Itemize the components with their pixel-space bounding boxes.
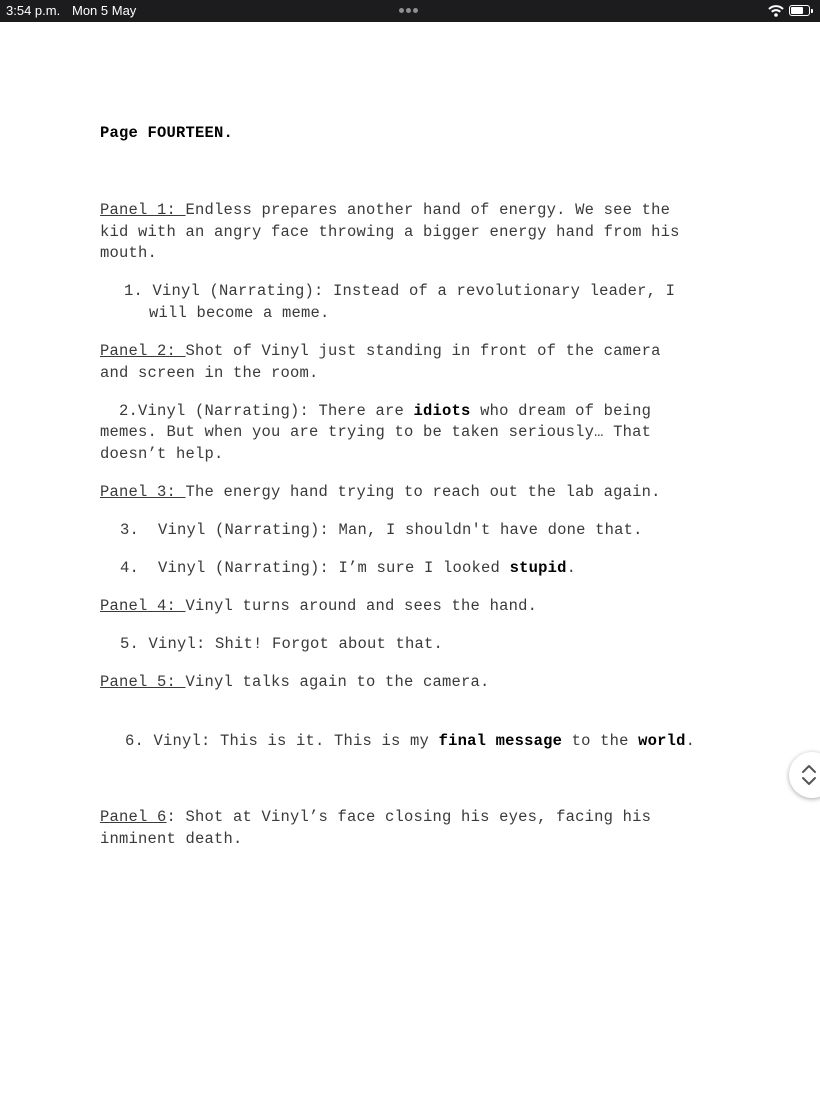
panel-1-line-1: Panel 1: Endless prepares another hand of energy. We see the: [100, 201, 671, 219]
panel-5-label: Panel 5:: [100, 673, 186, 691]
panel-6-label: Panel 6: [100, 808, 167, 826]
dialogue-2-line-2: memes. But when you are trying to be taken seriously… That: [100, 423, 652, 441]
emphasis-stupid: stupid: [509, 559, 567, 577]
panel-3-line-1: Panel 3: The energy hand trying to reach out the lab again.: [100, 483, 661, 501]
emphasis-final-message: final message: [438, 732, 563, 750]
status-time: 3:54 p.m.: [6, 3, 61, 18]
panel-1-line-2: kid with an angry face throwing a bigger energy hand from his: [100, 223, 680, 241]
panel-2-line-1: Panel 2: Shot of Vinyl just standing in front of the camera: [100, 342, 661, 360]
three-dots-icon[interactable]: [399, 8, 421, 14]
document-page: [0, 22, 820, 1093]
status-bar: [0, 0, 820, 22]
panel-3-label: Panel 3:: [100, 483, 186, 501]
dialogue-3: 3. Vinyl (Narrating): Man, I shouldn't have done that.: [120, 521, 643, 539]
panel-4-label: Panel 4:: [100, 597, 186, 615]
dialogue-1-line-2: will become a meme.: [149, 304, 330, 322]
emphasis-world: world: [638, 732, 686, 750]
dialogue-4: 4. Vinyl (Narrating): I’m sure I looked stupid.: [120, 559, 577, 577]
battery-icon: [789, 5, 810, 16]
panel-5-line-1: Panel 5: Vinyl talks again to the camera.: [100, 673, 490, 691]
panel-6-line-2: inminent death.: [100, 830, 243, 848]
panel-2-line-2: and screen in the room.: [100, 364, 319, 382]
dialogue-2-line-1: 2.Vinyl (Narrating): There are idiots who dream of being: [119, 402, 652, 420]
panel-2-label: Panel 2:: [100, 342, 186, 360]
panel-1-line-3: mouth.: [100, 244, 158, 262]
page-title: Page FOURTEEN.: [100, 124, 234, 142]
dialogue-2-line-3: doesn’t help.: [100, 445, 224, 463]
panel-6-line-1: Panel 6: Shot at Vinyl’s face closing his eyes, facing his: [100, 808, 652, 826]
status-date: Mon 5 May: [72, 3, 137, 18]
chevron-up-down-icon: [799, 763, 819, 787]
wifi-icon: [768, 4, 784, 18]
panel-4-line-1: Panel 4: Vinyl turns around and sees the hand.: [100, 597, 538, 615]
emphasis-idiots: idiots: [413, 402, 471, 420]
dialogue-5: 5. Vinyl: Shit! Forgot about that.: [120, 635, 444, 653]
dialogue-6: 6. Vinyl: This is it. This is my final message to the world.: [125, 732, 696, 750]
panel-1-label: Panel 1:: [100, 201, 186, 219]
dialogue-1-line-1: 1. Vinyl (Narrating): Instead of a revolutionary leader, I: [124, 282, 676, 300]
